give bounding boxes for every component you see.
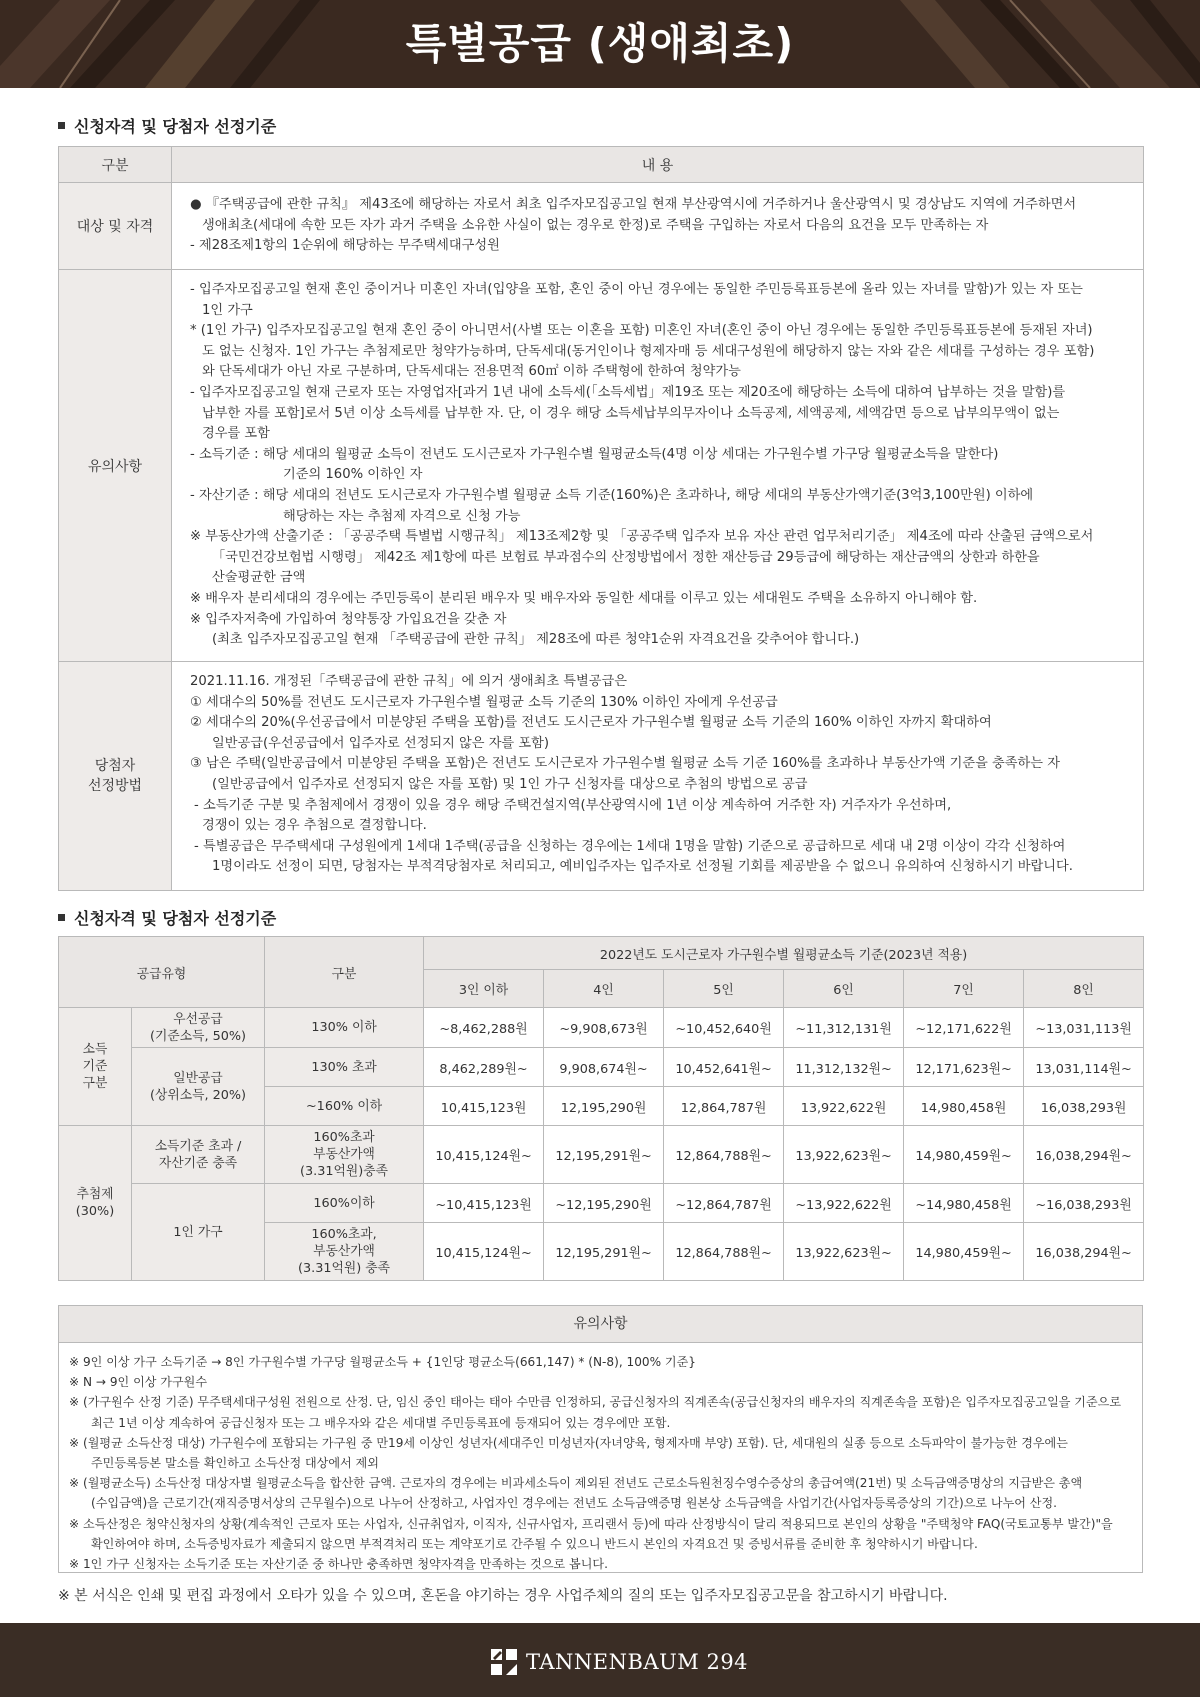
table-row [59,1008,1144,1048]
section-title-qualification [58,114,276,137]
criterion-cell: 160%이하 [265,1184,424,1223]
notes-body [59,1343,1142,1574]
value-cell: ~12,195,290원 [544,1184,664,1223]
value-cell: 13,922,622원 [784,1087,904,1126]
note-line: ※ N → 9인 이상 가구원수 [69,1375,208,1390]
value-cell: ~13,031,113원 [1024,1008,1144,1048]
value-cell: 14,980,459원~ [904,1223,1024,1281]
value-cell: 13,922,623원~ [784,1223,904,1281]
value-cell: 13,922,623원~ [784,1126,904,1184]
value-cell: 14,980,459원~ [904,1126,1024,1184]
note-line: ※ (가구원수 산정 기준) 무주택세대구성원 전원으로 산정. 단, 임신 중인 태아는 태아 수만큼 인정하되, 공급신청자의 직계존속(공급신청자의 배우자의 직계존속을 포함)은 입주자모집공고일을 기준으로 [69,1395,1122,1410]
value-cell: 13,031,114원~ [1024,1048,1144,1087]
note-line: ※ (월평균 소득산정 대상) 가구원수에 포함되는 가구원 중 만19세 이상인 성년자(세대주인 미성년자(자녀양육, 형제자매 부양) 포함). 단, 세대원의 실종 등으로 소득파악이 불가능한 경우에는 [69,1435,1068,1450]
value-cell: ~12,171,622원 [904,1008,1024,1048]
note-line: ※ 1인 가구 신청자는 소득기준 또는 자산기준 중 하나만 충족하면 청약자격을 만족하는 것으로 봅니다. [69,1557,608,1572]
brand-name: TANNENBAUM 294 [526,1650,749,1674]
row-content: - 입주자모집공고일 현재 혼인 중이거나 미혼인 자녀(입양을 포함, 혼인 중이 아닌 경우에는 동일한 주민등록표등본에 올라 있는 자녀를 말함)가 있는 자 또는 1인 가구 * (1인 가구) 입주자모집공고일 현재 혼인 중이 아니면서(사별 또는 이혼을 포함) 미혼인 자녀(혼인 중이 아닌 경우에는 동일한 주민등록표등본에 등재된 자녀) 도 없는 신청자. 1인 가구는 추첨제로만 청약가능하며, 단독세대(동거인이나 형제자매 등 세대구성원에 해당하지 않는 자와 같은 세대를 구성하는 경우 포함) 와 단독세대가 아닌 자로 구분하며, 단독세대는 전용면적 60㎡ 이하 주택형에 한하여 청약가능 - 입주자모집공고일 현재 근로자 또는 자영업자[과거 1년 내에 소득세(「소득세법」제19조 또는 제20조에 해당하는 소득에 대하여 납부하는 것을 말함)를 납부한 자를 포함]로서 5년 이상 소득세를 납부한 자. 단, 이 경우 해당 소득세납부의무자이나 소득공제, 세액공제, 세액감면 등으로 납부의무액이 없는 경우를 포함 - 소득기준 : 해당 세대의 월평균 소득이 전년도 도시근로자 가구원수별 월평균소득(4명 이상 세대는 가구원수별 가구당 월평균소득을 말한다) 기준의 160% 이하인 자 - 자산기준 : 해당 세대의 전년도 도시근로자 가구원수별 월평균 소득 기준(160%)은 초과하나, 해당 세대의 부동산가액기준(3억3,100만원) 이하에 해당하는 자는 추첨제 자격으로 신청 가능 ※ 부동산가액 산출기준 : 「공공주택 특별법 시행규칙」 제13조제2항 및 「공공주택 입주자 보유 자산 관련 업무처리기준」 제4조에 따라 산출된 금액으로서 「국민건강보험법 시행령」 제42조 제1항에 따른 보험료 부과점수의 산정방법에서 정한 재산등급 29등급에 해당하는 재산금액의 상한과 하한을 산술평균한 금액 ※ 배우자 분리세대의 경우에는 주민등록이 분리된 배우자 및 배우자와 동일한 세대를 이루고 있는 세대원도 주택을 소유하지 아니해야 함. ※ 입주자저축에 가입하여 청약통장 가입요건을 갖춘 자 (최초 입주자모집공고일 현재 「주택공급에 관한 규칙」 제28조에 따른 청약1순위 자격요건을 갖추어야 합니다.) [172,270,1144,662]
square-bullet-icon [58,122,65,129]
value-cell: 12,195,291원~ [544,1223,664,1281]
value-cell: 12,171,623원~ [904,1048,1024,1087]
value-cell: 9,908,674원~ [544,1048,664,1087]
table-row [59,270,1144,662]
header-income-standard: 2022년도 도시근로자 가구원수별 월평균소득 기준(2023년 적용) [424,937,1144,970]
qualification-table [58,146,1144,891]
header-household-size: 4인 [544,970,664,1008]
value-cell: 12,195,290원 [544,1087,664,1126]
note-line: ※ 9인 이상 가구 소득기준 → 8인 가구원수별 가구당 월평균소득 + {1인당 평균소득(661,147) * (N-8), 100% 기준} [69,1355,696,1369]
table-row [59,662,1144,891]
value-cell: 12,864,788원~ [664,1126,784,1184]
page-title: 특별공급 (생애최초) [405,19,795,68]
group-label-income: 소득 기준 구분 [59,1008,132,1126]
row-label: 유의사항 [59,270,172,662]
section-title-text: 신청자격 및 당첨자 선정기준 [74,117,277,136]
value-cell: ~10,452,640원 [664,1008,784,1048]
notes-title: 유의사항 [59,1306,1142,1343]
value-cell: 14,980,458원 [904,1087,1024,1126]
table-header-row [59,937,1144,970]
value-cell: ~9,908,673원 [544,1008,664,1048]
header-category: 구분 [265,937,424,1008]
criterion-cell: 130% 초과 [265,1048,424,1087]
table-header-row [59,147,1144,183]
value-cell: 10,415,124원~ [424,1223,544,1281]
table-row [59,1126,1144,1184]
header-household-size: 3인 이하 [424,970,544,1008]
header-banner [0,0,1200,88]
table-row [59,183,1144,270]
header-category: 구분 [59,147,172,183]
value-cell: ~10,415,123원 [424,1184,544,1223]
value-cell: 8,462,289원~ [424,1048,544,1087]
value-cell: 10,415,123원 [424,1087,544,1126]
row-content: 2021.11.16. 개정된「주택공급에 관한 규칙」에 의거 생애최초 특별공급은 ① 세대수의 50%를 전년도 도시근로자 가구원수별 월평균 소득 기준의 130% 이하인 자에게 우선공급 ② 세대수의 20%(우선공급에서 미분양된 주택을 포함)를 전년도 도시근로자 가구원수별 월평균 소득 기준의 160% 이하인 자까지 확대하여 일반공급(우선공급에서 입주자로 선정되지 않은 자를 포함) ③ 남은 주택(일반공급에서 미분양된 주택을 포함)은 전년도 도시근로자 가구원수별 월평균 소득 기준 160%를 초과하나 부동산가액 기준을 충족하는 자 (일반공급에서 입주자로 선정되지 않은 자를 포함) 및 1인 가구 신청자를 대상으로 추첨의 방법으로 공급 - 소득기준 구분 및 추첨제에서 경쟁이 있을 경우 해당 주택건설지역(부산광역시에 1년 이상 계속하여 거주한 자) 거주자가 우선하며, 경쟁이 있는 경우 추첨으로 결정합니다. - 특별공급은 무주택세대 구성원에게 1세대 1주택(공급을 신청하는 경우에는 1세대 1명을 말함) 기준으로 공급하므로 세대 내 2명 이상이 각각 신청하여 1명이라도 선정이 되면, 당첨자는 부적격당첨자로 처리되고, 예비입주자는 입주자로 선정될 기회를 제공받을 수 없으니 유의하여 신청하시기 바랍니다. [172,662,1144,891]
section-title-text: 신청자격 및 당첨자 선정기준 [74,909,277,928]
criterion-cell: 130% 이하 [265,1008,424,1048]
notes-box [58,1305,1143,1573]
value-cell: ~14,980,458원 [904,1184,1024,1223]
group-label-lottery: 추첨제 (30%) [59,1126,132,1281]
row-label: 대상 및 자격 [59,183,172,270]
criterion-cell: 160%초과, 부동산가액 (3.31억원) 충족 [265,1223,424,1281]
header-household-size: 7인 [904,970,1024,1008]
note-line: ※ (월평균소득) 소득산정 대상자별 월평균소득을 합산한 금액. 근로자의 경우에는 비과세소득이 제외된 전년도 근로소득원천징수영수증상의 총급여액(21번) 및 소득금액증명상의 지급받은 총액 [69,1476,1083,1491]
table-row [59,1184,1144,1223]
value-cell: ~11,312,131원 [784,1008,904,1048]
value-cell: ~16,038,293원 [1024,1184,1144,1223]
square-bullet-icon [58,914,65,921]
note-line: ※ 소득산정은 청약신청자의 상황(계속적인 근로자 또는 사업자, 신규취업자, 이직자, 신규사업자, 프리랜서 등)에 따라 산정방식이 달리 적용되므로 본인의 상황을 "주택청약 FAQ(국토교통부 발간)"을 [69,1516,1113,1531]
value-cell: 12,864,787원 [664,1087,784,1126]
brand-logo [490,1647,748,1677]
note-line: 주민등록등본 말소를 확인하고 소득산정 대상에서 제외 [91,1456,379,1471]
value-cell: 10,415,124원~ [424,1126,544,1184]
criterion-cell: 160%초과 부동산가액 (3.31억원)충족 [265,1126,424,1184]
note-line: 최근 1년 이상 계속하여 공급신청자 또는 그 배우자와 같은 세대별 주민등록표에 등재되어 있는 경우에만 포함. [91,1415,671,1430]
value-cell: ~13,922,622원 [784,1184,904,1223]
note-line: (수입금액)을 근로기간(재직증명서상의 근무월수)으로 나누어 산정하고, 사업자인 경우에는 전년도 소득금액증명 원본상 소득금액을 사업기간(사업자등록증상의 기간)으로 나누어 산정. [91,1496,1058,1511]
value-cell: 11,312,132원~ [784,1048,904,1087]
value-cell: 16,038,294원~ [1024,1126,1144,1184]
value-cell: ~8,462,288원 [424,1008,544,1048]
header-household-size: 5인 [664,970,784,1008]
row-label: 당첨자 선정방법 [59,662,172,891]
note-line: 확인하여야 하며, 소득증빙자료가 제출되지 않으면 부적격처리 또는 계약포기로 간주될 수 있으니 반드시 본인의 자격요건 및 증빙서류를 준비한 후 청약하시기 바랍니다. [91,1536,978,1551]
tannenbaum-logo-icon [490,1648,518,1676]
subgroup-priority: 우선공급 (기준소득, 50%) [132,1008,265,1048]
header-supply-type: 공급유형 [59,937,265,1008]
subgroup-general: 일반공급 (상위소득, 20%) [132,1048,265,1126]
subgroup-single: 1인 가구 [132,1184,265,1281]
value-cell: 16,038,293원 [1024,1087,1144,1126]
header-household-size: 8인 [1024,970,1144,1008]
section-title-income [58,906,276,929]
criterion-cell: ~160% 이하 [265,1087,424,1126]
value-cell: ~12,864,787원 [664,1184,784,1223]
value-cell: 16,038,294원~ [1024,1223,1144,1281]
value-cell: 12,864,788원~ [664,1223,784,1281]
disclaimer-footnote: ※ 본 서식은 인쇄 및 편집 과정에서 오타가 있을 수 있으며, 혼돈을 야기하는 경우 사업주체의 질의 또는 입주자모집공고문을 참고하시기 바랍니다. [58,1588,948,1604]
header-content: 내 용 [172,147,1144,183]
income-table [58,936,1144,1281]
row-content: ● 『주택공급에 관한 규칙』 제43조에 해당하는 자로서 최초 입주자모집공고일 현재 부산광역시에 거주하거나 울산광역시 및 경상남도 지역에 거주하면서 생애최초(세대에 속한 모든 자가 과거 주택을 소유한 사실이 없는 경우로 한정)로 주택을 구입하는 자로서 다음의 요건을 모두 만족하는 자 - 제28조제1항의 1순위에 해당하는 무주택세대구성원 [172,183,1144,270]
value-cell: 12,195,291원~ [544,1126,664,1184]
value-cell: 10,452,641원~ [664,1048,784,1087]
subgroup-exceed: 소득기준 초과 / 자산기준 충족 [132,1126,265,1184]
header-household-size: 6인 [784,970,904,1008]
table-row [59,1048,1144,1087]
